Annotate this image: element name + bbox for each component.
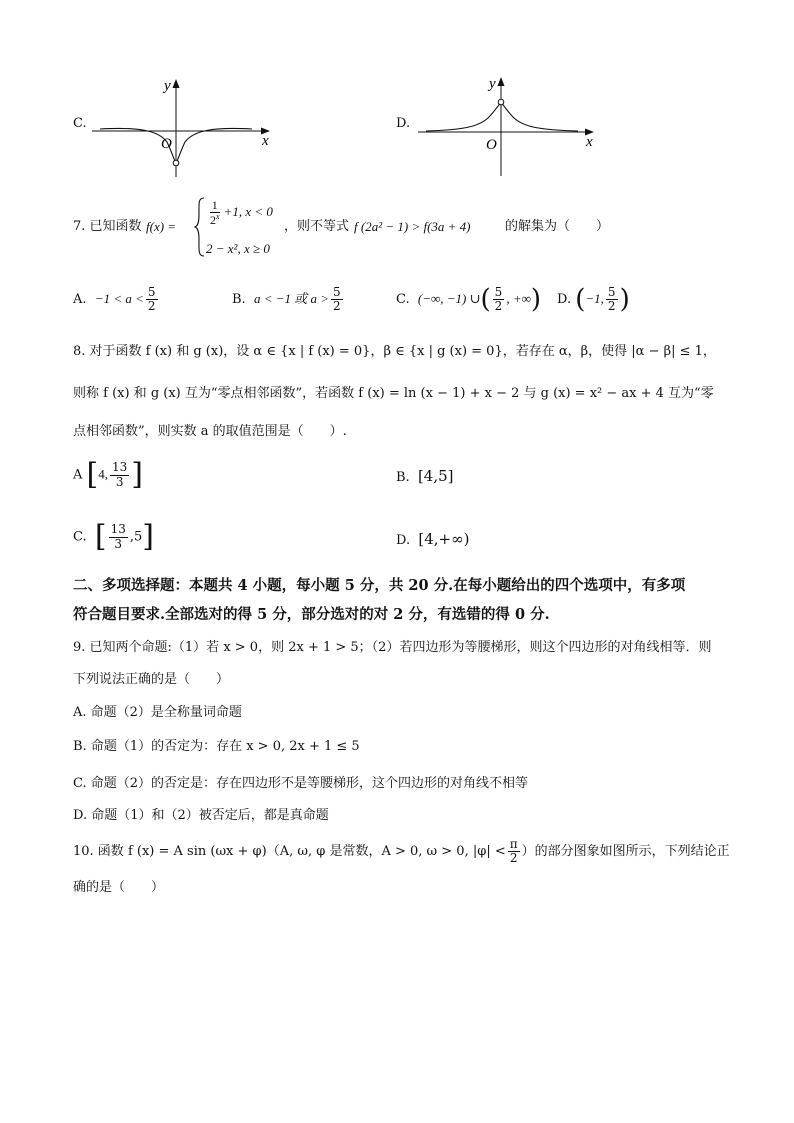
q8-option-d-label: D.: [396, 533, 411, 548]
q7-brace: [194, 196, 206, 258]
q8-option-c-label: C.: [73, 529, 87, 545]
q8-option-b: [396, 469, 454, 484]
q7-option-a-label: A.: [73, 292, 87, 308]
q9-option-c: C. 命题（2）的否定是：存在四边形不是等腰梯形，这个四边形的对角线不相等: [73, 776, 529, 791]
q9-option-a: A. 命题（2）是全称量词命题: [73, 705, 242, 720]
q7-option-d-text: −1,: [585, 291, 604, 307]
q7-option-b-label: B.: [232, 292, 246, 308]
q8-line-3: 点相邻函数”，则实数 a 的取值范围是（ ）.: [73, 424, 347, 439]
q7-suffix: 的解集为（ ）: [505, 219, 610, 234]
graph-c-y-arrow: [173, 79, 180, 88]
q7-case1-num: 1: [211, 198, 218, 212]
graph-c: [88, 72, 278, 182]
q8-line-1: 8. 对于函数 f (x) 和 g (x)，设 α ∈ {x | f (x) = 0}，β ∈ {x | g (x) = 0}，若存在 α，β，使得 |α − β| ≤ 1，: [73, 344, 716, 359]
q8-option-d-text: [4,+∞): [418, 530, 470, 548]
q7-fdef: f(x) =: [146, 219, 177, 234]
graph-c-label: C.: [73, 116, 87, 131]
q7-option-d-label: D.: [557, 292, 572, 308]
graph-c-open-point: [173, 160, 179, 166]
graph-d: [412, 70, 602, 180]
q8-option-c: C. [ $\frac{13}{3}$ ,5]: [73, 519, 155, 554]
q7-option-a: A. −1 < a < $\frac{5}{2}$: [73, 285, 156, 314]
q8-line-2: 则称 f (x) 和 g (x) 互为“零点相邻函数”，若函数 f (x) = ln (x − 1) + x − 2 与 g (x) = x² − ax + 4 互为“零: [73, 386, 714, 401]
q8-option-b-text: [4,5]: [417, 467, 454, 485]
graph-d-curve: [426, 102, 578, 131]
q9-option-d: D. 命题（1）和（2）被否定后，都是真命题: [73, 808, 329, 823]
graph-c-x-label: x: [262, 133, 269, 149]
q7-option-d: D. (−1, $\frac{5}{2}$ ): [557, 284, 630, 315]
q7-mid: ，则不等式: [284, 219, 350, 234]
graph-c-origin-label: O: [161, 136, 172, 152]
q9-line-2: 下列说法正确的是（ ）: [73, 672, 230, 687]
q7-prefix: 7. 已知函数: [73, 219, 142, 234]
q8-option-d: [396, 532, 469, 547]
q7-option-c: C. (−∞, −1) ∪( $\frac{5}{2}$ , +∞): [396, 284, 542, 315]
q7-case1-den: 2$^x$: [210, 212, 220, 228]
graph-d-x-label: x: [586, 134, 593, 150]
graph-d-y-label: y: [489, 76, 496, 92]
q9-option-b: B. 命题（1）的否定为：存在 x > 0, 2x + 1 ≤ 5: [73, 739, 360, 754]
section-2-line-2: 符合题目要求.全部选对的得 5 分，部分选对的对 2 分，有选错的得 0 分.: [73, 606, 550, 623]
q7-option-b: B. a < −1 或 a > $\frac{5}{2}$: [232, 285, 341, 314]
q7-option-b-text: a < −1 或 a >: [253, 291, 330, 307]
q7-case1-rest: +1, x < 0: [223, 204, 273, 220]
q7-case2: 2 − x², x ≥ 0: [206, 241, 270, 256]
q8-option-b-label: B.: [396, 470, 410, 485]
graph-d-y-arrow: [498, 77, 505, 86]
q8-option-a-label: A: [73, 467, 83, 483]
q10-line-1-a: 10. 函数 f (x) = A sin (ωx + φ)（A, ω, φ 是常数，A > 0, ω > 0, |φ| <: [73, 844, 506, 860]
q7-option-c-label: C.: [396, 292, 410, 308]
q10-line-1: 10. 函数 f (x) = A sin (ωx + φ)（A, ω, φ 是常数，A > 0, ω > 0, |φ| < $\frac{\pi}{2}$ ）的部分图象如图所示，下列结论正: [73, 837, 730, 866]
graph-d-label: D.: [396, 116, 411, 131]
q8-option-a: A [4, $\frac{13}{3}$ ]: [73, 457, 143, 492]
q7-option-a-text: −1 < a <: [94, 291, 144, 307]
section-2-line-1: 二、多项选择题：本题共 4 小题，每小题 5 分，共 20 分.在每小题给出的四个选项中，有多项: [73, 577, 686, 594]
q10-line-1-b: ）的部分图象如图所示，下列结论正: [521, 844, 730, 860]
graph-d-open-point: [498, 99, 504, 105]
graph-d-origin-label: O: [486, 137, 497, 153]
q7-option-c-text: (−∞, −1) ∪: [417, 291, 481, 307]
q10-line-2: 确的是（ ）: [73, 880, 165, 895]
q7-inequality: f (2a² − 1) > f(3a + 4): [354, 219, 471, 234]
q9-line-1: 9. 已知两个命题:（1）若 x > 0，则 2x + 1 > 5；（2）若四边形为等腰梯形，则这个四边形的对角线相等．则: [73, 640, 712, 655]
q7-case1: [206, 199, 273, 227]
graph-c-y-label: y: [164, 78, 171, 94]
